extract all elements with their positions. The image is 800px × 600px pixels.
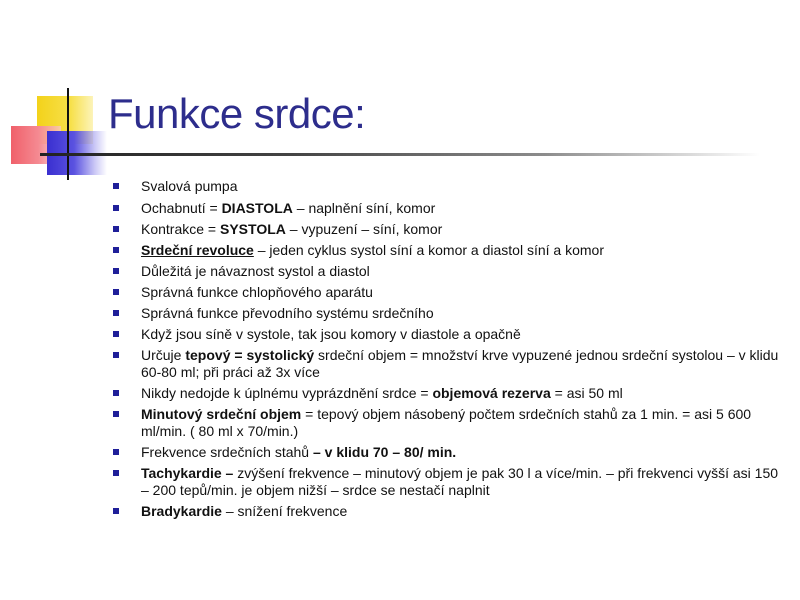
bullet-text: – vypuzení – síní, komor bbox=[285, 221, 443, 237]
bullet-text: – naplnění síní, komor bbox=[292, 200, 436, 216]
bullet-text: Bradykardie bbox=[141, 503, 222, 519]
bullet-square-icon bbox=[113, 449, 119, 455]
bullet-text: Minutový srdeční objem bbox=[141, 406, 302, 422]
bullet-square-icon bbox=[113, 247, 119, 253]
bullet-item bbox=[112, 200, 780, 217]
bullet-item bbox=[112, 385, 780, 402]
bullet-item bbox=[112, 465, 780, 499]
bullet-square-icon bbox=[113, 390, 119, 396]
bullet-square-icon bbox=[113, 289, 119, 295]
bullet-square-icon bbox=[113, 226, 119, 232]
bullet-text: Určuje bbox=[141, 347, 186, 363]
bullet-square-icon bbox=[113, 352, 119, 358]
bullet-item bbox=[112, 444, 780, 461]
bullet-text: Správná funkce převodního systému srdečního bbox=[141, 305, 434, 321]
bullet-item bbox=[112, 347, 780, 381]
bullet-text: SYSTOLA bbox=[220, 221, 286, 237]
bullet-text: Kontrakce = bbox=[141, 221, 220, 237]
bullet-text: Nikdy nedojde k úplnému vyprázdnění srdce = bbox=[141, 385, 433, 401]
bullet-square-icon bbox=[113, 411, 119, 417]
bullet-item bbox=[112, 242, 780, 259]
bullet-square-icon bbox=[113, 268, 119, 274]
bullet-text: DIASTOLA bbox=[221, 200, 293, 216]
bullet-text: – v klidu 70 – 80/ min. bbox=[312, 444, 457, 460]
bullet-square-icon bbox=[113, 310, 119, 316]
bullet-text: srdeční objem = množství krve vypuzené jednou srdeční systolou – v klidu 60-80 ml; při práci až 3x více bbox=[141, 347, 779, 380]
bullet-text: – jeden cyklus systol síní a komor a diastol síní a komor bbox=[253, 242, 604, 258]
bullet-item bbox=[112, 284, 780, 301]
bullet-text: Důležitá je návaznost systol a diastol bbox=[141, 263, 370, 279]
bullet-list bbox=[112, 178, 780, 524]
bullet-item bbox=[112, 503, 780, 520]
bullet-square-icon bbox=[113, 183, 119, 189]
decor-vertical-line bbox=[67, 88, 69, 180]
bullet-text: zvýšení frekvence – minutový objem je pak 30 l a více/min. – při frekvenci vyšší asi 150 – 200 tepů/min. je objem nižší – srdce se nestačí naplnit bbox=[141, 465, 779, 498]
bullet-text: Frekvence srdečních stahů bbox=[141, 444, 313, 460]
bullet-text: Srdeční revoluce bbox=[141, 242, 254, 258]
bullet-item bbox=[112, 221, 780, 238]
bullet-text: Tachykardie – bbox=[141, 465, 234, 481]
bullet-text: = asi 50 ml bbox=[550, 385, 623, 401]
bullet-square-icon bbox=[113, 331, 119, 337]
bullet-square-icon bbox=[113, 508, 119, 514]
bullet-text: Když jsou síně v systole, tak jsou komory v diastole a opačně bbox=[141, 326, 521, 342]
bullet-item bbox=[112, 326, 780, 343]
bullet-item bbox=[112, 305, 780, 322]
bullet-square-icon bbox=[113, 205, 119, 211]
bullet-text: Svalová pumpa bbox=[141, 178, 238, 194]
bullet-square-icon bbox=[113, 470, 119, 476]
bullet-text: – snížení frekvence bbox=[221, 503, 348, 519]
bullet-text: Ochabnutí = bbox=[141, 200, 222, 216]
bullet-item bbox=[112, 178, 780, 195]
bullet-item bbox=[112, 263, 780, 280]
slide-title: Funkce srdce: bbox=[108, 90, 366, 137]
title-underline-divider bbox=[40, 153, 760, 156]
bullet-item bbox=[112, 406, 780, 440]
bullet-text: = tepový objem násobený počtem srdečních stahů za 1 min. = asi 5 600 ml/min. ( 80 ml x 70/min.) bbox=[141, 406, 752, 439]
bullet-text: objemová rezerva bbox=[432, 385, 551, 401]
bullet-text: tepový = systolický bbox=[185, 347, 315, 363]
bullet-text: Správná funkce chlopňového aparátu bbox=[141, 284, 373, 300]
